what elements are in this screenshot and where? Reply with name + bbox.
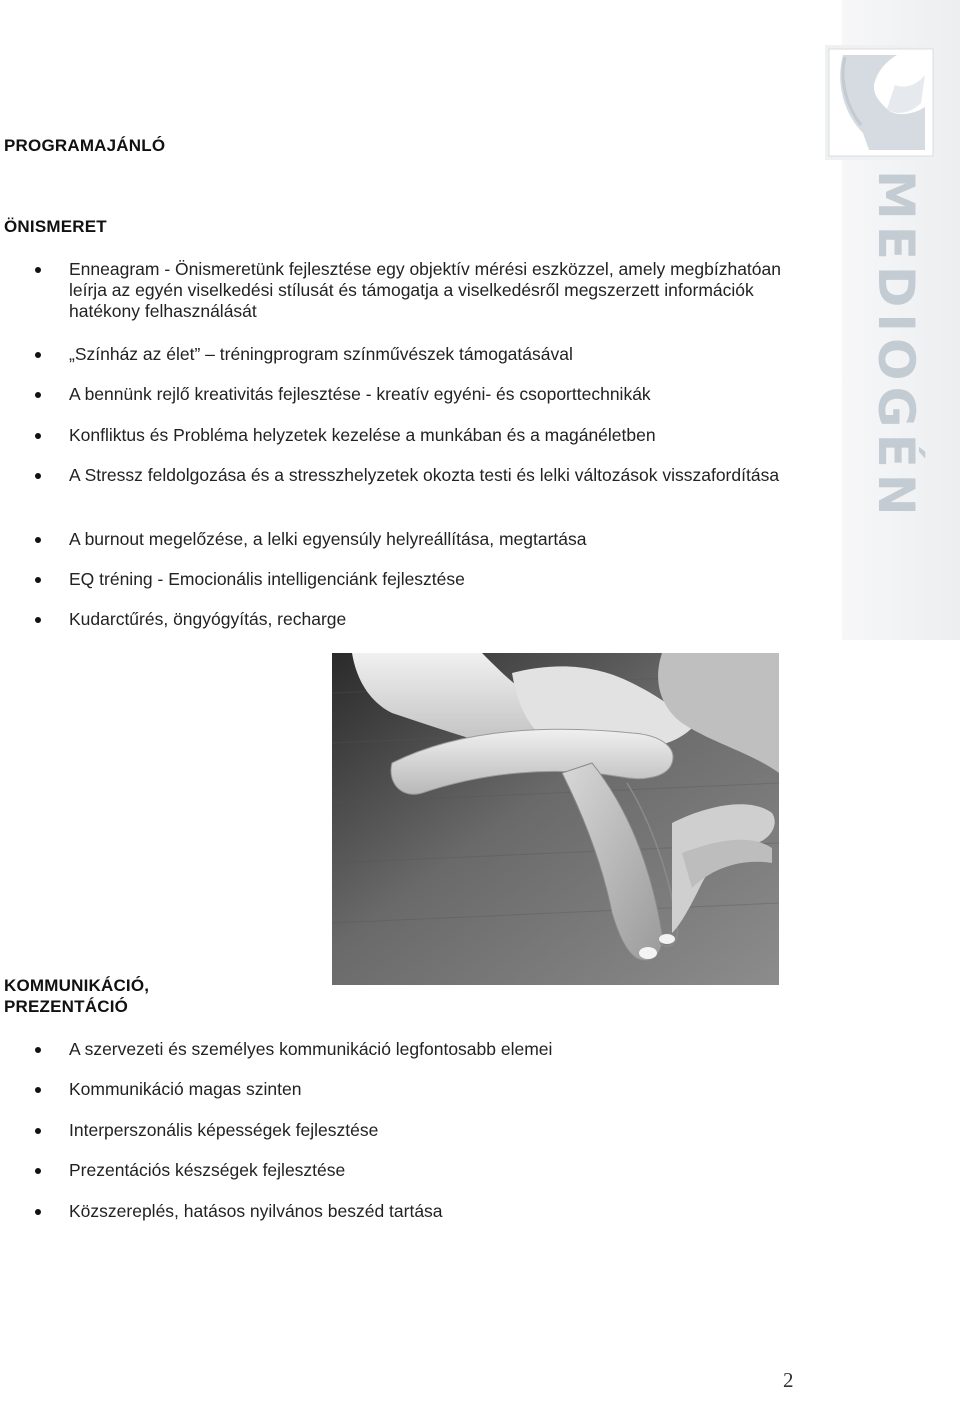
list-item-text: A Stressz feldolgozása és a stresszhelyzetek okozta testi és lelki változások visszafordítása [69,465,780,485]
bullet-icon [35,537,41,543]
section-heading-kommunikacio [4,975,149,1017]
bullet-icon [35,1209,41,1215]
bullet-icon [35,392,41,398]
list-item-text: A szervezeti és személyes kommunikáció legfontosabb elemei [69,1039,553,1059]
bullet-icon [35,1087,41,1093]
bullet-icon [35,473,41,479]
bullet-icon [35,433,41,439]
page-number: 2 [783,1368,794,1392]
list-item-text: Kudarctűrés, öngyógyítás, recharge [69,609,347,629]
bullet-icon [35,267,41,273]
bullet-icon [35,352,41,358]
list-item-text: Közszereplés, hatásos nyilvános beszéd tartása [69,1201,443,1221]
list-item-text: Enneagram - Önismeretünk fejlesztése egy objektív mérési eszközzel, amely megbízhatóan leírja az egyén viselkedési stílusát és támogatja a viselkedésről megszerzett információk hatékony felhasználását [69,259,781,321]
section-heading-onismeret: ÖNISMERET [4,217,107,236]
clasped-hands-photo [332,653,779,985]
bullet-icon [35,577,41,583]
bullet-icon [35,617,41,623]
bullet-icon [35,1168,41,1174]
face-profile-logo-icon [825,45,937,160]
list-item-text: Interperszonális képességek fejlesztése [69,1120,379,1140]
bullet-icon [35,1047,41,1053]
bullet-icon [35,1128,41,1134]
list-item-text: EQ tréning - Emocionális intelligenciánk fejlesztése [69,569,465,589]
heading-line: PREZENTÁCIÓ [4,997,129,1016]
list-item-text: Konfliktus és Probléma helyzetek kezelése a munkában és a magánéletben [69,425,656,445]
heading-line: KOMMUNIKÁCIÓ, [4,976,150,995]
list-item-text: A bennünk rejlő kreativitás fejlesztése - kreatív egyéni- és csoporttechnikák [69,384,651,404]
list-item-text: Kommunikáció magas szinten [69,1079,302,1099]
page-title: PROGRAMAJÁNLÓ [4,136,166,155]
list-item-text: A burnout megelőzése, a lelki egyensúly helyreállítása, megtartása [69,529,587,549]
list-item-text: Prezentációs készségek fejlesztése [69,1160,346,1180]
list-item-text: „Színház az élet” – tréningprogram színművészek támogatásával [69,344,573,364]
list-item [0,259,800,323]
brand-wordmark: MEDIOGÉN [867,170,925,522]
